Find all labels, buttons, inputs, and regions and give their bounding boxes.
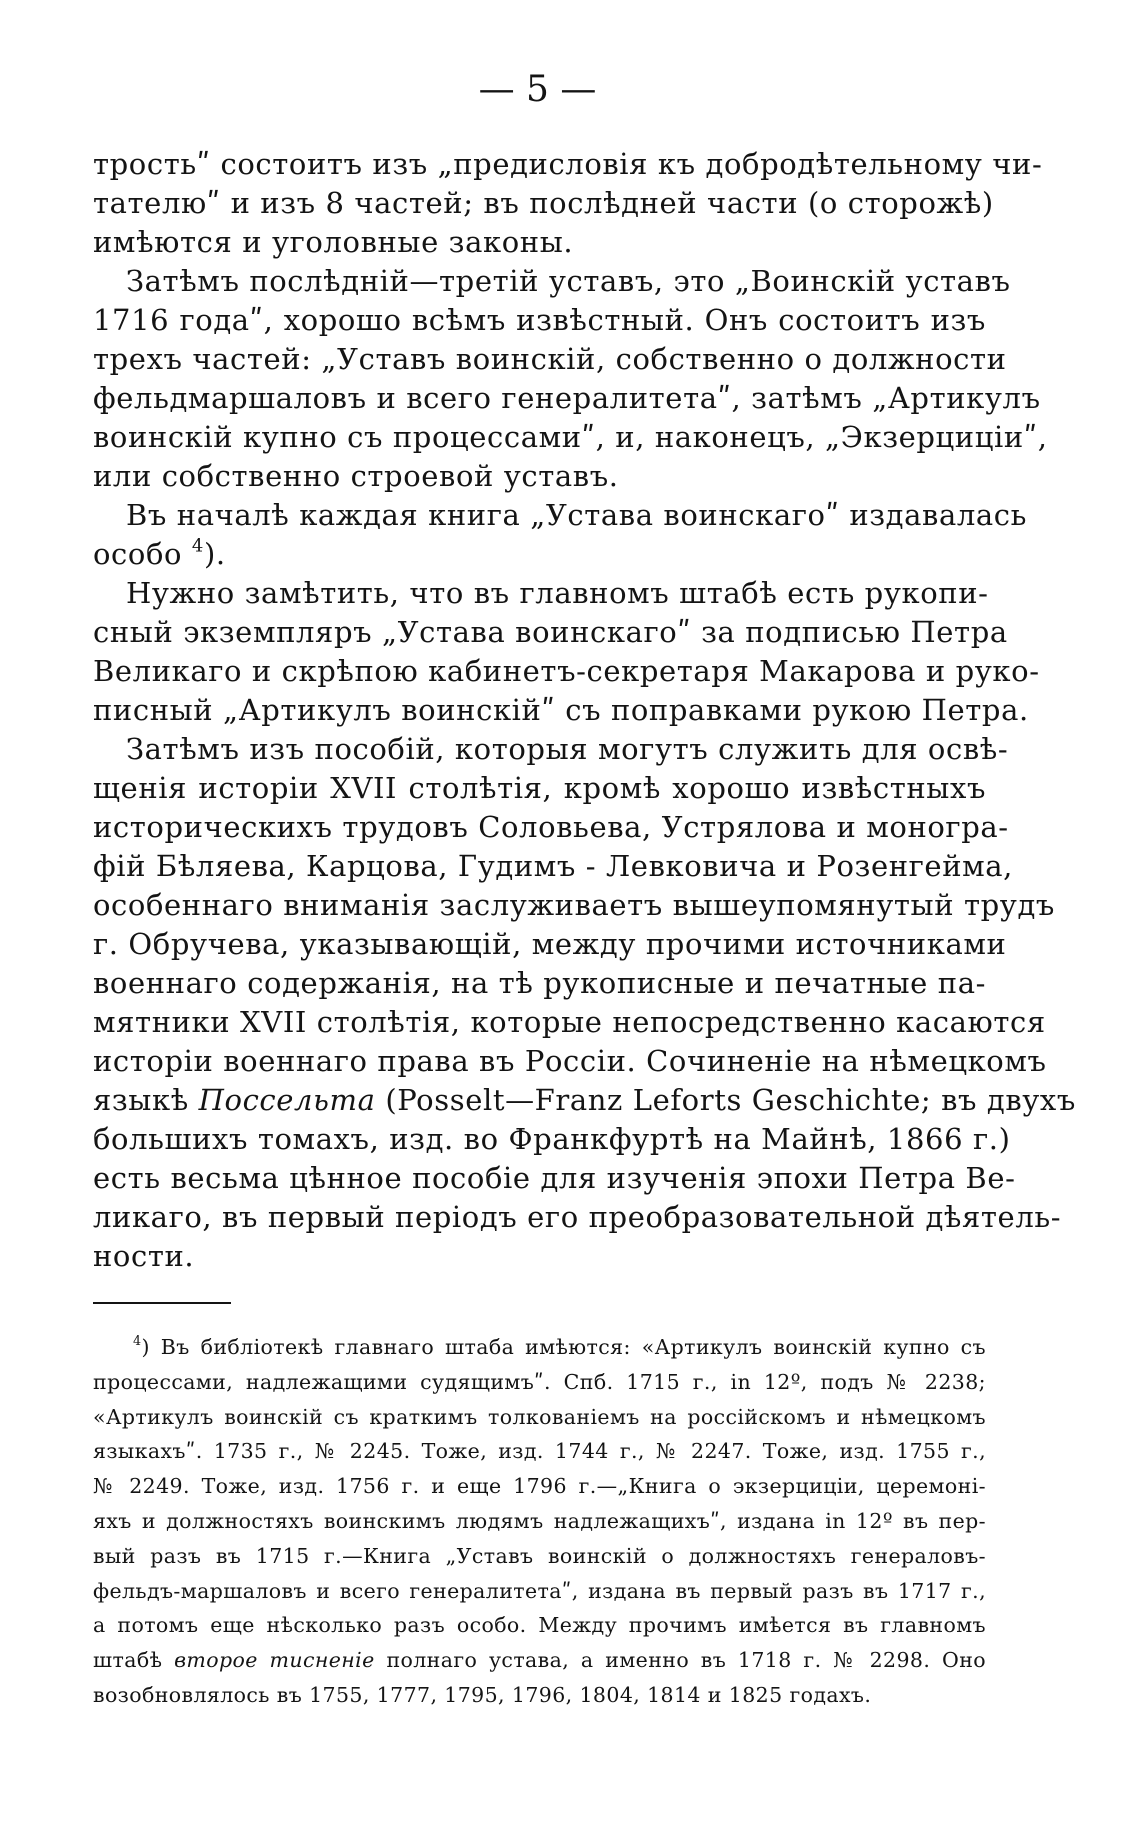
text-fragment: языкѣ <box>93 1083 189 1117</box>
text-line: трехъ частей: „Уставъ воинскій, собственно о должности <box>93 342 1007 376</box>
text-fragment: штабѣ <box>93 1648 163 1673</box>
footnote-line: вый разъ въ 1715 г.—Книга „Уставъ воинскій о должностяхъ генераловъ- <box>93 1543 986 1568</box>
text-fragment: ). <box>203 537 226 571</box>
text-line: есть весьма цѣнное пособіе для изученія эпохи Петра Ве- <box>93 1161 1016 1195</box>
footnote-line <box>93 1330 986 1365</box>
paragraph-5 <box>93 730 1076 1276</box>
page-number: — 5 — <box>478 69 597 110</box>
text-line: г. Обручева, указывающій, между прочими источниками <box>93 927 1007 961</box>
text-line: сный экземпляръ „Устава воинскагоʺ за подписью Петра <box>93 615 1008 649</box>
text-fragment: ) Въ библіотекѣ главнаго штаба имѣются: «Артикулъ воинскій купно съ <box>141 1335 986 1359</box>
text-fragment: (Posselt—Franz Leforts Geschichte; въ двухъ <box>385 1083 1076 1117</box>
text-line: особеннаго вниманія заслуживаетъ вышеупомянутый трудъ <box>93 888 1055 922</box>
text-line: Нужно замѣтить, что въ главномъ штабѣ есть рукопи- <box>126 576 989 610</box>
footnote-line: возобновлялось въ 1755, 1777, 1795, 1796, 1804, 1814 и 1825 годахъ. <box>93 1682 872 1707</box>
footnote-line: яхъ и должностяхъ воинскимъ людямъ надлежащихъʺ, издана in 12º въ пер- <box>93 1508 986 1533</box>
main-text <box>93 145 1076 1276</box>
text-line: 1716 годаʺ, хорошо всѣмъ извѣстный. Онъ состоитъ изъ <box>93 303 986 337</box>
footnote-separator <box>93 1302 231 1304</box>
text-line: историческихъ трудовъ Соловьева, Устрялова и моногра- <box>93 810 1009 844</box>
text-fragment: особо <box>93 537 183 571</box>
footnote-line: языкахъʺ. 1735 г., № 2245. Тоже, изд. 1744 г., № 2247. Тоже, изд. 1755 г., <box>93 1439 986 1464</box>
footnote-reference[interactable]: 4 <box>191 535 204 557</box>
text-fragment: полнаго устава, а именно въ 1718 г. № 2298. Оно <box>386 1648 987 1673</box>
footnote-line <box>93 1643 986 1678</box>
footnote-line: фельдъ-маршаловъ и всего генералитетаʺ, издана въ первый разъ въ 1717 г., <box>93 1578 986 1603</box>
text-line: воинскій купно съ процессамиʺ, и, наконецъ, „Экзерциціиʺ, <box>93 420 1048 454</box>
italic-phrase: второе тисненіе <box>174 1648 375 1673</box>
footnote-mark: 4 <box>133 1333 142 1349</box>
text-line: щенія исторіи XVII столѣтія, кромѣ хорошо извѣстныхъ <box>93 771 986 805</box>
text-line: тателюʺ и изъ 8 частей; въ послѣдней части (о сторожѣ) <box>93 186 994 220</box>
text-line: Затѣмъ изъ пособій, которыя могутъ служить для освѣ- <box>126 732 1009 766</box>
footnote <box>93 1330 986 1713</box>
text-line: мятники XVII столѣтія, которые непосредственно касаются <box>93 1005 1046 1039</box>
text-line: военнаго содержанія, на тѣ рукописные и печатные па- <box>93 966 986 1000</box>
text-line: или собственно строевой уставъ. <box>93 459 619 493</box>
text-line: имѣются и уголовные законы. <box>93 225 574 259</box>
text-line: ликаго, въ первый періодъ его преобразовательной дѣятель- <box>93 1200 1062 1234</box>
paragraph-1 <box>93 145 1043 262</box>
text-line: Затѣмъ послѣдній—третій уставъ, это „Воинскій уставъ <box>126 264 1011 298</box>
text-line: Великаго и скрѣпою кабинетъ-секретаря Макарова и руко- <box>93 654 1040 688</box>
text-line <box>93 535 986 574</box>
author-name-italic: Поссельта <box>198 1083 376 1117</box>
text-line: исторіи военнаго права въ Россіи. Сочиненіе на нѣмецкомъ <box>93 1044 1047 1078</box>
paragraph-4 <box>93 574 1040 730</box>
text-line <box>93 1081 1076 1120</box>
text-line: фій Бѣляева, Карцова, Гудимъ - Левковича и Розенгейма, <box>93 849 1013 883</box>
text-line: фельдмаршаловъ и всего генералитетаʺ, затѣмъ „Артикулъ <box>93 381 1041 415</box>
text-line: тростьʺ состоитъ изъ „предисловія къ добродѣтельному чи- <box>93 147 1043 181</box>
footnote-line: № 2249. Тоже, изд. 1756 г. и еще 1796 г.—„Книга о экзерциціи, церемоні- <box>93 1474 986 1499</box>
text-line: ности. <box>93 1239 195 1273</box>
text-line: писный „Артикулъ воинскійʺ съ поправками рукою Петра. <box>93 693 1029 727</box>
text-line: большихъ томахъ, изд. во Франкфуртѣ на Майнѣ, 1866 г.) <box>93 1122 1011 1156</box>
footnote-line: процессами, надлежащими судящимъʺ. Спб. 1715 г., in 12º, подъ № 2238; <box>93 1369 986 1394</box>
footnote-line: «Артикулъ воинскій съ краткимъ толкованіемъ на россійскомъ и нѣмецкомъ <box>93 1404 986 1429</box>
paragraph-2 <box>93 262 1048 496</box>
paragraph-3 <box>93 496 1027 574</box>
footnote-line: а потомъ еще нѣсколько разъ особо. Между прочимъ имѣется въ главномъ <box>93 1613 986 1638</box>
text-line: Въ началѣ каждая книга „Устава воинскагоʺ издавалась <box>126 498 1027 532</box>
